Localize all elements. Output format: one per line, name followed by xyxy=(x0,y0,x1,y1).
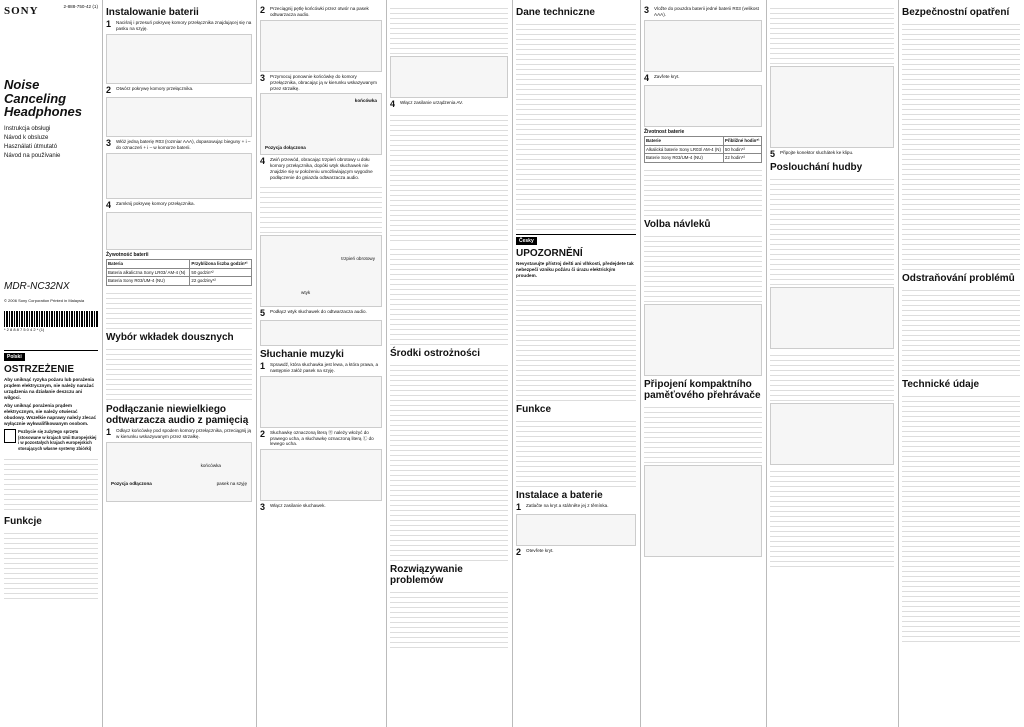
figure xyxy=(260,449,382,501)
body-text-block xyxy=(516,417,636,487)
body-text-block xyxy=(390,361,508,561)
body-text-block xyxy=(644,232,762,302)
step-text: Podłącz wtyk słuchawek do odtwarzacza audio. xyxy=(270,308,367,314)
language-item: Návod na používanie xyxy=(4,153,61,159)
body-text-block xyxy=(260,183,382,233)
product-title: Noise Canceling Headphones xyxy=(4,77,83,120)
figure xyxy=(106,34,252,84)
step-text: Zatlačte na kryt a stáhněte jej z těmínka. xyxy=(526,503,609,509)
cz-earbuds-title: Volba návleků xyxy=(644,219,711,231)
earbuds-title: Wybór wkładek dousznych xyxy=(106,331,234,343)
figure xyxy=(770,66,894,148)
figure-label: trzpień obrotowy xyxy=(341,255,375,261)
body-text-block xyxy=(902,392,1020,642)
step: 1 Naciśnij i przesuń pokrywę komory przełącznika znajdującej się na pasku na szyję. xyxy=(106,19,252,31)
part-number: 2-888-750-42 (1) xyxy=(63,4,98,9)
step: 4 Zwiń przewód, obracając trzpień obrotowy u dołu komory przełącznika, dopóki wtyk słuchawek nie znajdzie się w położeniu umożliwiającym wygodne podłączenie do gniazda odtwarzacza audio. xyxy=(260,157,382,181)
troubleshooting-title: Rozwiązywanie problemów xyxy=(390,564,463,586)
language-item: Instrukcja obsługi xyxy=(4,126,51,132)
install-title: Instalowanie baterii xyxy=(106,7,199,18)
step-text: Włącz zasilanie urządzenia AV. xyxy=(400,100,464,105)
body-text-block xyxy=(770,4,894,64)
body-text-block xyxy=(770,351,894,401)
cz-install-column xyxy=(640,0,766,727)
step-text: Sprawdź, która słuchawka jest lewa, a która prawa, a następnie załóż pasek na szyję. xyxy=(270,361,379,373)
body-text-block xyxy=(390,111,508,241)
figure-label: wtyk xyxy=(301,290,311,295)
step: 2 Słuchawkę oznaczoną literą Ⓡ należy włożyć do prawego ucha, a słuchawkę oznaczoną literą Ⓛ do lewego ucha. xyxy=(260,430,382,448)
adapter-title: Podłączanie niewielkiego odtwarzacza audio z pamięcią xyxy=(106,403,249,426)
figure xyxy=(390,56,508,98)
warning-text-2: Aby uniknąć porażenia prądem elektrycznym, nie należy otwierać obudowy. Wszelkie naprawy należy zlecać wyłącznie wykwalifikowanym osobom. xyxy=(4,402,97,426)
figure xyxy=(770,287,894,349)
battery-life-title: Żywotność baterii xyxy=(106,251,149,258)
steps-column xyxy=(256,0,386,727)
figure xyxy=(260,376,382,428)
body-text-block xyxy=(106,345,252,401)
figure xyxy=(644,20,762,72)
figure xyxy=(260,20,382,72)
body-text-block xyxy=(390,245,508,345)
cz-install-title: Instalace a baterie xyxy=(516,490,603,502)
figure xyxy=(106,153,252,199)
model-number: MDR-NC32NX xyxy=(4,281,70,292)
step: 2 Otevřete kryt. xyxy=(516,547,554,558)
cz-warning-text: Nevystavujte přístroj dešti ani vlhkosti, předejdete tak nebezpečí vzniku požáru či úrazu elektrickým proudem. xyxy=(516,261,634,279)
step-text: Naciśnij i przesuń pokrywę komory przełącznika znajdującej się na pasku na szyję. xyxy=(116,20,252,31)
language-item: Návod k obsluze xyxy=(4,135,49,141)
step: 1 Sprawdź, która słuchawka jest lewa, a która prawa, a następnie załóż pasek na szyję. xyxy=(260,362,382,374)
cz-specs-title: Technické údaje xyxy=(902,379,980,390)
step: 4 Zamknij pokrywę komory przełącznika. xyxy=(106,199,195,210)
step-text: Vložte do pouzdra baterii jedné baterii R03 (velikost AAA). xyxy=(654,6,759,17)
step-text: Przeciągnij pętlę końcówki przez otwór na pasek odtwarzacza audio. xyxy=(270,6,369,17)
cover-column xyxy=(0,0,102,727)
specs-column xyxy=(512,0,640,727)
step-text: Zavřete kryt. xyxy=(654,73,680,79)
functions-title: Funkcje xyxy=(4,515,42,527)
step: 4 Zavřete kryt. xyxy=(644,72,680,83)
cz-battery-table: Baterie Přibližné hodin*¹ Alkalická baterie Sony LR03/ AM-4 (N) 50 hodin*² Baterie Sony R03/UM-4 (NU) 22 hodin*² xyxy=(644,136,762,163)
cz-trouble-title: Odstraňování problémů xyxy=(902,273,1015,284)
body-text-block xyxy=(770,175,894,285)
figure xyxy=(770,403,894,465)
figure-label: Pozycja dołączona xyxy=(265,144,306,150)
figure xyxy=(260,320,382,346)
figure xyxy=(260,235,382,307)
cz-functions-title: Funkce xyxy=(516,404,552,416)
figure-label: Pozycja odłączona xyxy=(111,480,152,486)
step-text: Przymocuj ponownie końcówkę do komory przełącznika, obracając ją w kierunku wskazywanym przez strzałkę. xyxy=(270,73,377,91)
cz-steps-column xyxy=(766,0,898,727)
figure-label: pasek na szyję xyxy=(216,480,247,486)
cz-warning-title: UPOZORNĚNÍ xyxy=(516,248,583,260)
body-text-block xyxy=(902,286,1020,376)
cz-listen-title: Poslouchání hudby xyxy=(770,162,863,173)
cz-safety-column xyxy=(898,0,1024,727)
step-text: Włóż jedną baterię R03 (rozmiar AAA), dopasowując bieguny + i – do oznaczeń + i – w komorze baterii. xyxy=(116,138,251,150)
figure xyxy=(644,85,762,127)
install-column xyxy=(102,0,256,727)
step-text: Odłącz końcówkę pod spodem komory przełącznika, przeciągnij ją w kierunku wskazywanym przez strzałkę. xyxy=(116,427,252,439)
cz-battery-life-title: Životnost baterie xyxy=(644,128,685,135)
body-text-block xyxy=(644,166,762,216)
warning-text: Aby uniknąć ryzyka pożaru lub porażenia prądem elektrycznym, nie należy narażać urządzenia na działanie deszczu ani wilgoci. xyxy=(4,377,95,401)
step: 5 Připojte konektor sluchátek ke klipu. xyxy=(770,149,854,159)
body-text-block xyxy=(770,467,894,567)
figure-label: końcówka xyxy=(354,98,377,104)
step: 2 Przeciągnij pętlę końcówki przez otwór na pasek odtwarzacza audio. xyxy=(260,6,382,18)
warning-title: OSTRZEŻENIE xyxy=(4,364,75,376)
figure-label: końcówka xyxy=(200,462,221,468)
safety-title: Środki ostrożności xyxy=(390,348,481,359)
step-text: Włącz zasilanie słuchawek. xyxy=(270,503,326,509)
step: 5 Podłącz wtyk słuchawek do odtwarzacza audio. xyxy=(260,307,367,318)
safety-column xyxy=(386,0,512,727)
figure xyxy=(644,304,762,376)
figure xyxy=(106,212,252,250)
figure xyxy=(260,93,382,155)
cz-adapter-title: Připojení kompaktního paměťového přehrávače xyxy=(644,379,761,402)
step-text: Otwórz pokrywę komory przełącznika. xyxy=(116,85,194,91)
body-text-block xyxy=(902,20,1020,270)
sony-logo: SONY xyxy=(4,5,39,17)
language-tab-polish: Polski xyxy=(4,353,25,361)
music-title: Słuchanie muzyki xyxy=(260,348,344,360)
figure xyxy=(106,442,252,502)
language-list xyxy=(4,125,98,161)
step-text: Słuchawkę oznaczoną literą Ⓡ należy włożyć do prawego ucha, a słuchawkę oznaczoną literą Ⓛ do lewego ucha. xyxy=(270,429,374,447)
body-text-block xyxy=(390,4,508,54)
body-text-block xyxy=(4,455,98,513)
figure xyxy=(516,514,636,546)
body-text-block xyxy=(106,289,252,329)
body-text-block xyxy=(644,403,762,463)
figure xyxy=(644,465,762,557)
step: 2 Otwórz pokrywę komory przełącznika. xyxy=(106,84,194,95)
step-text: Zamknij pokrywę komory przełącznika. xyxy=(116,200,195,206)
specs-title: Dane techniczne xyxy=(516,7,595,18)
body-text-block xyxy=(516,20,636,230)
language-item: Használati útmutató xyxy=(4,144,58,150)
step-text: Otevřete kryt. xyxy=(526,548,554,554)
step: 1 Zatlačte na kryt a stáhněte jej z těmínka. xyxy=(516,502,609,513)
step: 3 Przymocuj ponownie końcówkę do komory przełącznika, obracając ją w kierunku wskazywanym przez strzałkę. xyxy=(260,74,382,92)
body-text-block xyxy=(516,281,636,401)
step: 3 Vložte do pouzdra baterii jedné baterii R03 (velikost AAA). xyxy=(644,6,762,18)
language-tab-czech: Česky xyxy=(516,237,537,245)
barcode-text: * 2 8 8 8 7 5 0 4 2 * (1) xyxy=(4,326,45,332)
step-text: Připojte konektor sluchátek ke klipu. xyxy=(780,150,854,155)
step: 1 Odłącz końcówkę pod spodem komory przełącznika, przeciągnij ją w kierunku wskazywanym przez strzałkę. xyxy=(106,426,252,439)
step: 4 Włącz zasilanie urządzenia AV. xyxy=(390,99,464,109)
copyright: © 2006 Sony Corporation Printed in Malaysia xyxy=(4,297,85,303)
barcode xyxy=(4,311,98,327)
figure xyxy=(106,97,252,137)
step: 3 Włóż jedną baterię R03 (rozmiar AAA), dopasowując bieguny + i – do oznaczeń + i – w komorze baterii. xyxy=(106,137,251,150)
body-text-block xyxy=(390,588,508,648)
battery-table: Bateria Przybliżona liczba godzin*¹ Bateria alkaliczna Sony LR03/ AM-4 (N) 50 godzin*² Bateria Sony R03/UM-4 (NU) 22 godziny*² xyxy=(106,259,252,286)
disposal-title: Pozbycie się zużytego sprzętu (stosowane w krajach Unii Europejskiej i w pozostałych krajach europejskich stosujących własne systemy zbiórki) xyxy=(18,429,97,451)
step: 3 Włącz zasilanie słuchawek. xyxy=(260,502,326,513)
bin-icon xyxy=(4,429,16,443)
cz-safety-title: Bezpečnostní opatření xyxy=(902,7,1010,18)
step-text: Zwiń przewód, obracając trzpień obrotowy u dołu komory przełącznika, dopóki wtyk słuchawek nie znajdzie się w położeniu umożliwiającym wygodne podłączenie do gniazda odtwarzacza audio. xyxy=(270,157,373,180)
body-text-block xyxy=(4,529,98,599)
